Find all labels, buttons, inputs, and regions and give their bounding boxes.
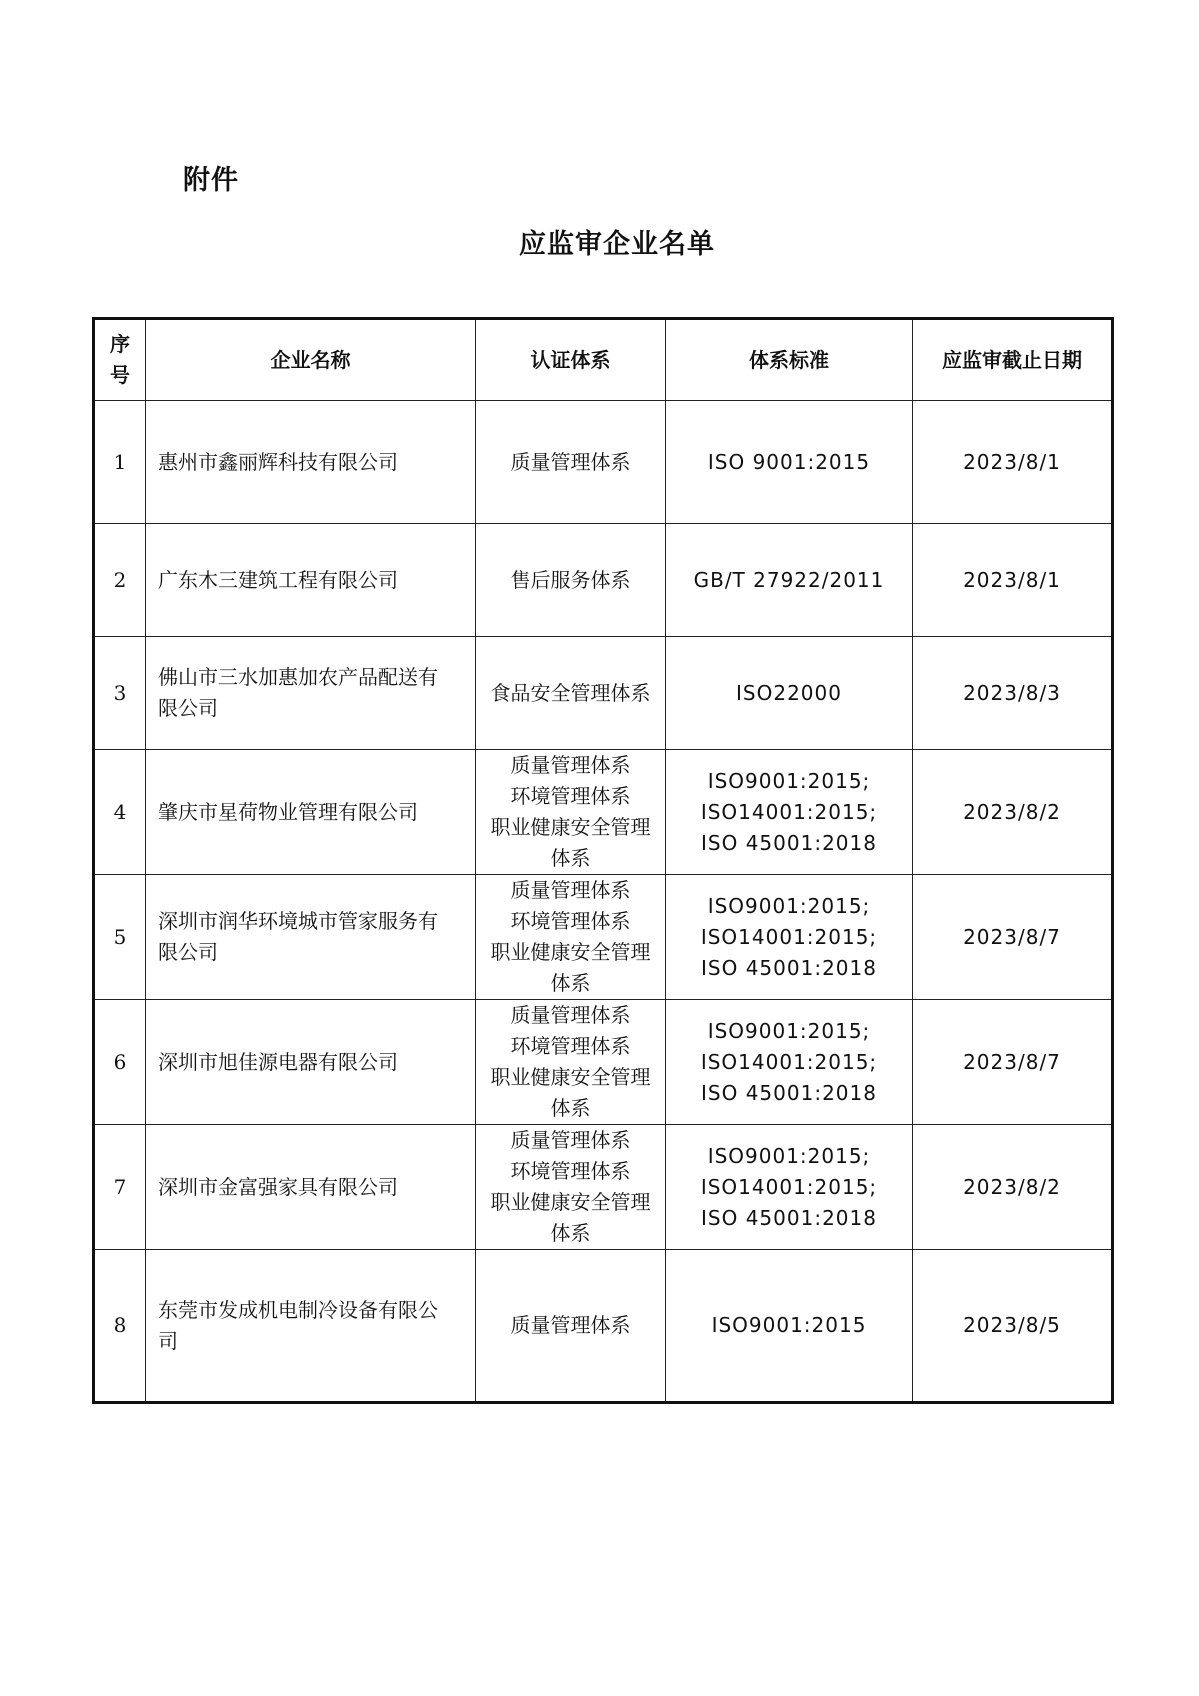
cert-system-line: 食品安全管理体系 xyxy=(490,680,651,705)
table-row xyxy=(94,524,1113,637)
header-cert-system: 认证体系 xyxy=(476,319,666,401)
cert-system-line: 质量管理体系 xyxy=(510,1313,631,1337)
cert-system xyxy=(476,524,666,637)
deadline-date: 2023/8/2 xyxy=(913,750,1113,875)
table-row xyxy=(94,1125,1113,1250)
cert-system-line: 环境管理体系 xyxy=(510,1034,631,1058)
deadline-date: 2023/8/1 xyxy=(913,524,1113,637)
cert-system xyxy=(476,875,666,1000)
row-index: 6 xyxy=(94,1000,146,1125)
cert-system-line: 环境管理体系 xyxy=(510,909,631,933)
company-name: 深圳市旭佳源电器有限公司 xyxy=(146,1000,476,1125)
deadline-date: 2023/8/5 xyxy=(913,1250,1113,1403)
table-row xyxy=(94,1000,1113,1125)
table-row xyxy=(94,401,1113,524)
attachment-label: 附件 xyxy=(183,165,239,196)
row-index: 4 xyxy=(94,750,146,875)
system-standard-line: GB/T 27922/2011 xyxy=(693,567,885,592)
system-standard-line: ISO9001:2015; xyxy=(707,1143,871,1168)
row-index: 7 xyxy=(94,1125,146,1250)
system-standard xyxy=(666,1000,913,1125)
cert-system-line: 职业健康安全管理体系 xyxy=(490,1190,651,1245)
deadline-date: 2023/8/3 xyxy=(913,637,1113,750)
company-name: 深圳市润华环境城市管家服务有限公司 xyxy=(146,875,476,1000)
header-index xyxy=(94,319,146,401)
table-row xyxy=(94,750,1113,875)
table-row xyxy=(94,875,1113,1000)
system-standard-line: ISO22000 xyxy=(736,680,842,705)
system-standard-line: ISO9001:2015; xyxy=(707,1018,871,1043)
system-standard-line: ISO 9001:2015 xyxy=(707,449,871,474)
cert-system-line: 质量管理体系 xyxy=(510,1128,631,1152)
table-row xyxy=(94,1250,1113,1403)
system-standard xyxy=(666,1125,913,1250)
system-standard xyxy=(666,401,913,524)
cert-system xyxy=(476,637,666,750)
system-standard xyxy=(666,524,913,637)
company-name: 肇庆市星荷物业管理有限公司 xyxy=(146,750,476,875)
table-body xyxy=(94,401,1113,1403)
system-standard-line: ISO 45001:2018 xyxy=(701,1080,877,1105)
system-standard-line: ISO14001:2015; xyxy=(700,799,878,824)
cert-system xyxy=(476,1250,666,1403)
cert-system-line: 质量管理体系 xyxy=(510,449,631,474)
cert-system-line: 环境管理体系 xyxy=(510,1159,631,1183)
row-index: 3 xyxy=(94,637,146,750)
system-standard-line: ISO9001:2015; xyxy=(707,893,871,918)
company-name: 深圳市金富强家具有限公司 xyxy=(146,1125,476,1250)
header-deadline: 应监审截止日期 xyxy=(913,319,1113,401)
deadline-date: 2023/8/7 xyxy=(913,1000,1113,1125)
cert-system-line: 质量管理体系 xyxy=(510,878,631,902)
cert-system-line: 售后服务体系 xyxy=(510,567,631,592)
enterprise-list-table xyxy=(92,317,1114,1404)
system-standard-line: ISO 45001:2018 xyxy=(701,955,877,980)
cert-system-line: 质量管理体系 xyxy=(510,753,631,777)
company-name: 惠州市鑫丽辉科技有限公司 xyxy=(146,401,476,524)
cert-system xyxy=(476,401,666,524)
system-standard-line: ISO14001:2015; xyxy=(700,924,878,949)
cert-system xyxy=(476,750,666,875)
deadline-date: 2023/8/7 xyxy=(913,875,1113,1000)
system-standard xyxy=(666,875,913,1000)
table-header-row xyxy=(94,319,1113,401)
company-name: 佛山市三水加惠加农产品配送有限公司 xyxy=(146,637,476,750)
system-standard-line: ISO9001:2015 xyxy=(711,1313,867,1337)
system-standard xyxy=(666,750,913,875)
company-name: 广东木三建筑工程有限公司 xyxy=(146,524,476,637)
cert-system-line: 环境管理体系 xyxy=(510,784,631,808)
system-standard-line: ISO9001:2015; xyxy=(707,768,871,793)
row-index: 1 xyxy=(94,401,146,524)
cert-system xyxy=(476,1000,666,1125)
system-standard-line: ISO 45001:2018 xyxy=(701,830,877,855)
system-standard-line: ISO14001:2015; xyxy=(700,1174,878,1199)
system-standard-line: ISO 45001:2018 xyxy=(701,1205,877,1230)
cert-system-line: 职业健康安全管理体系 xyxy=(490,1065,651,1120)
cert-system-line: 职业健康安全管理体系 xyxy=(490,815,651,870)
system-standard xyxy=(666,637,913,750)
row-index: 2 xyxy=(94,524,146,637)
cert-system-line: 质量管理体系 xyxy=(510,1003,631,1027)
row-index: 8 xyxy=(94,1250,146,1403)
system-standard-line: ISO14001:2015; xyxy=(700,1049,878,1074)
header-standard: 体系标准 xyxy=(666,319,913,401)
deadline-date: 2023/8/2 xyxy=(913,1125,1113,1250)
row-index: 5 xyxy=(94,875,146,1000)
table-row xyxy=(94,637,1113,750)
header-index-label: 序号 xyxy=(110,332,130,387)
cert-system xyxy=(476,1125,666,1250)
cert-system-line: 职业健康安全管理体系 xyxy=(490,940,651,995)
deadline-date: 2023/8/1 xyxy=(913,401,1113,524)
company-name: 东莞市发成机电制冷设备有限公司 xyxy=(146,1250,476,1403)
document-title: 应监审企业名单 xyxy=(519,229,715,260)
header-company-name: 企业名称 xyxy=(146,319,476,401)
system-standard xyxy=(666,1250,913,1403)
